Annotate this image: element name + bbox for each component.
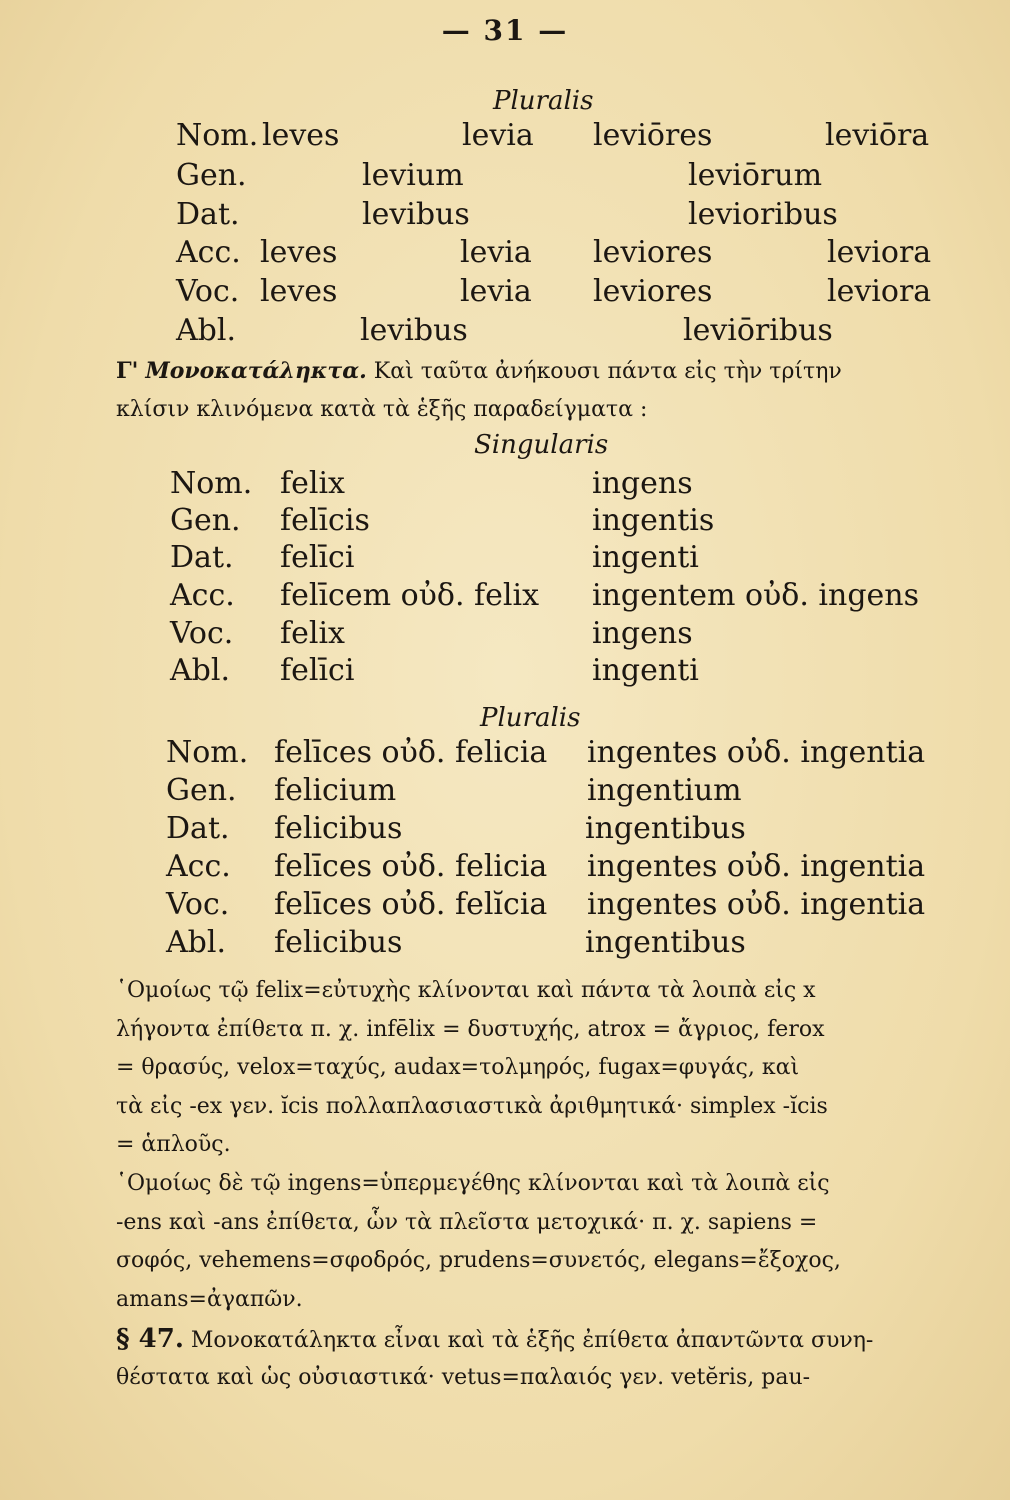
section-g-title: Μονοκατάληκτα.: [145, 358, 367, 384]
table-row: Gen. felicium ingentium: [166, 773, 742, 808]
table-row: Dat. felīci ingenti: [170, 540, 699, 575]
table-row: Gen. levium leviōrum: [176, 158, 823, 193]
paragraph-section-47: § 47. Μονοκατάληκτα εἶναι καὶ τὰ ἑξῆς ἐπίθετα ἀπαντῶντα συνη- θέστατα καὶ ὡς οὐσιαστικά· vetus=παλαιός γεν. vetĕris, pau-: [116, 1324, 874, 1390]
table-row: Voc. felīces οὐδ. felĭcia ingentes οὐδ. ingentia: [166, 887, 926, 922]
table-row: Acc. felīces οὐδ. felicia ingentes οὐδ. ingentia: [166, 849, 926, 884]
pluralis-heading-2: Pluralis: [480, 703, 581, 733]
table-row: Abl. levibus leviōribus: [176, 313, 833, 348]
table-row: Acc. leves levia leviores leviora: [176, 235, 932, 270]
section-number: § 47.: [116, 1324, 184, 1354]
paragraph-felix: ῾Ομοίως τῷ felix=εὐτυχὴς κλίνονται καὶ πάντα τὰ λοιπὰ εἰς x λήγοντα ἐπίθετα π. χ. infēlix = δυστυχής, atrox = ἄγριος, ferox = θρασύς, velox=ταχύς, audax=τολμηρός, fugax=φυγάς, καὶ τὰ εἰς -ex γεν. ĭcis πολλαπλασιαστικὰ ἀριθμητικά· simplex -ĭcis = ἁπλοῦς.: [116, 978, 828, 1157]
table-row: Nom. felix ingens: [170, 466, 693, 501]
table-row: Abl. felicibus ingentibus: [166, 925, 746, 960]
section-g-intro: Γ' Μονοκατάληκτα. Καὶ ταῦτα ἀνήκουσι πάντα εἰς τὴν τρίτην κλίσιν κλινόμενα κατὰ τὰ ἑξῆς παραδείγματα :: [116, 358, 842, 422]
table-row: Gen. felīcis ingentis: [170, 503, 715, 538]
table-row: Dat. felicibus ingentibus: [166, 811, 746, 846]
table-row: Dat. levibus levioribus: [176, 197, 838, 232]
table-row: Voc. felix ingens: [170, 616, 693, 651]
table-row: Nom. felīces οὐδ. felicia ingentes οὐδ. ingentia: [166, 735, 926, 770]
table-row: Acc. felīcem οὐδ. felix ingentem οὐδ. ingens: [170, 578, 920, 613]
table-row: Nom. leves levia leviōres leviōra: [176, 118, 930, 153]
table-row: Voc. leves levia leviores leviora: [176, 274, 932, 309]
page-number: — 31 —: [441, 14, 569, 47]
table-row: Abl. felīci ingenti: [170, 653, 699, 688]
singularis-heading: Singularis: [474, 430, 609, 460]
paragraph-ingens: ῾Ομοίως δὲ τῷ ingens=ὑπερμεγέθης κλίνονται καὶ τὰ λοιπὰ εἰς -ens καὶ -ans ἐπίθετα, ὧν τὰ πλεῖστα μετοχικά· π. χ. sapiens = σοφός, vehemens=σφοδρός, prudens=συνετός, elegans=ἔξοχος, amans=ἀγαπῶν.: [116, 1171, 841, 1312]
pluralis-heading-1: Pluralis: [493, 86, 594, 116]
